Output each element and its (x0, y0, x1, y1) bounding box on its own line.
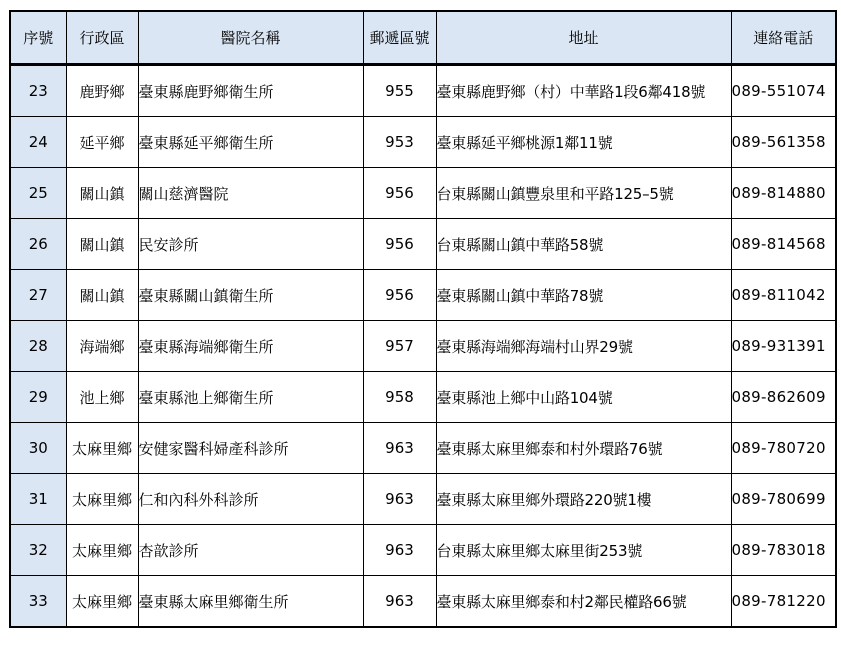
table-body (10, 65, 836, 628)
postal-code-cell: 953 (363, 117, 436, 168)
district-cell: 關山鎮 (66, 270, 138, 321)
serial-number-cell: 32 (10, 525, 66, 576)
hospital-name-cell: 臺東縣延平鄉衛生所 (138, 117, 363, 168)
table-row (10, 576, 836, 628)
phone-cell: 089-780699 (731, 474, 836, 525)
header-phone: 連絡電話 (731, 11, 836, 65)
serial-number-cell: 33 (10, 576, 66, 628)
serial-number-cell: 31 (10, 474, 66, 525)
table-row (10, 65, 836, 117)
hospital-list-sheet (9, 10, 835, 628)
postal-code-cell: 956 (363, 168, 436, 219)
hospital-name-cell: 關山慈濟醫院 (138, 168, 363, 219)
table-row (10, 117, 836, 168)
postal-code-cell: 956 (363, 270, 436, 321)
hospital-name-cell: 臺東縣池上鄉衛生所 (138, 372, 363, 423)
serial-number-cell: 26 (10, 219, 66, 270)
table-row (10, 423, 836, 474)
district-cell: 太麻里鄉 (66, 576, 138, 628)
header-address: 地址 (436, 11, 731, 65)
postal-code-cell: 958 (363, 372, 436, 423)
table-row (10, 270, 836, 321)
phone-cell: 089-814568 (731, 219, 836, 270)
postal-code-cell: 963 (363, 474, 436, 525)
address-cell: 臺東縣池上鄉中山路104號 (436, 372, 731, 423)
address-cell: 台東縣太麻里鄉太麻里街253號 (436, 525, 731, 576)
district-cell: 海端鄉 (66, 321, 138, 372)
district-cell: 延平鄉 (66, 117, 138, 168)
serial-number-cell: 29 (10, 372, 66, 423)
postal-code-cell: 963 (363, 525, 436, 576)
phone-cell: 089-551074 (731, 65, 836, 117)
hospital-name-cell: 仁和內科外科診所 (138, 474, 363, 525)
address-cell: 臺東縣海端鄉海端村山界29號 (436, 321, 731, 372)
district-cell: 太麻里鄉 (66, 525, 138, 576)
district-cell: 太麻里鄉 (66, 423, 138, 474)
hospital-name-cell: 杏歆診所 (138, 525, 363, 576)
header-serial-number: 序號 (10, 11, 66, 65)
serial-number-cell: 27 (10, 270, 66, 321)
address-cell: 臺東縣太麻里鄉泰和村外環路76號 (436, 423, 731, 474)
postal-code-cell: 956 (363, 219, 436, 270)
table-row (10, 474, 836, 525)
header-row (10, 11, 836, 65)
phone-cell: 089-931391 (731, 321, 836, 372)
postal-code-cell: 957 (363, 321, 436, 372)
district-cell: 關山鎮 (66, 219, 138, 270)
district-cell: 太麻里鄉 (66, 474, 138, 525)
phone-cell: 089-814880 (731, 168, 836, 219)
address-cell: 台東縣關山鎮中華路58號 (436, 219, 731, 270)
hospital-table (9, 10, 837, 628)
address-cell: 臺東縣鹿野鄉（村）中華路1段6鄰418號 (436, 65, 731, 117)
address-cell: 台東縣關山鎮豐泉里和平路125–5號 (436, 168, 731, 219)
serial-number-cell: 28 (10, 321, 66, 372)
postal-code-cell: 963 (363, 576, 436, 628)
table-row (10, 219, 836, 270)
table-row (10, 321, 836, 372)
phone-cell: 089-781220 (731, 576, 836, 628)
address-cell: 臺東縣太麻里鄉外環路220號1樓 (436, 474, 731, 525)
phone-cell: 089-783018 (731, 525, 836, 576)
serial-number-cell: 25 (10, 168, 66, 219)
serial-number-cell: 23 (10, 65, 66, 117)
postal-code-cell: 963 (363, 423, 436, 474)
address-cell: 臺東縣延平鄉桃源1鄰11號 (436, 117, 731, 168)
hospital-name-cell: 臺東縣關山鎮衛生所 (138, 270, 363, 321)
header-postal-code: 郵遞區號 (363, 11, 436, 65)
phone-cell: 089-780720 (731, 423, 836, 474)
header-district: 行政區 (66, 11, 138, 65)
address-cell: 臺東縣太麻里鄉泰和村2鄰民權路66號 (436, 576, 731, 628)
hospital-name-cell: 臺東縣海端鄉衛生所 (138, 321, 363, 372)
district-cell: 池上鄉 (66, 372, 138, 423)
postal-code-cell: 955 (363, 65, 436, 117)
header-hospital-name: 醫院名稱 (138, 11, 363, 65)
table-row (10, 372, 836, 423)
hospital-name-cell: 臺東縣鹿野鄉衛生所 (138, 65, 363, 117)
district-cell: 鹿野鄉 (66, 65, 138, 117)
hospital-name-cell: 安健家醫科婦產科診所 (138, 423, 363, 474)
phone-cell: 089-862609 (731, 372, 836, 423)
hospital-name-cell: 臺東縣太麻里鄉衛生所 (138, 576, 363, 628)
serial-number-cell: 30 (10, 423, 66, 474)
district-cell: 關山鎮 (66, 168, 138, 219)
hospital-name-cell: 民安診所 (138, 219, 363, 270)
phone-cell: 089-811042 (731, 270, 836, 321)
table-row (10, 525, 836, 576)
table-row (10, 168, 836, 219)
phone-cell: 089-561358 (731, 117, 836, 168)
address-cell: 臺東縣關山鎮中華路78號 (436, 270, 731, 321)
serial-number-cell: 24 (10, 117, 66, 168)
